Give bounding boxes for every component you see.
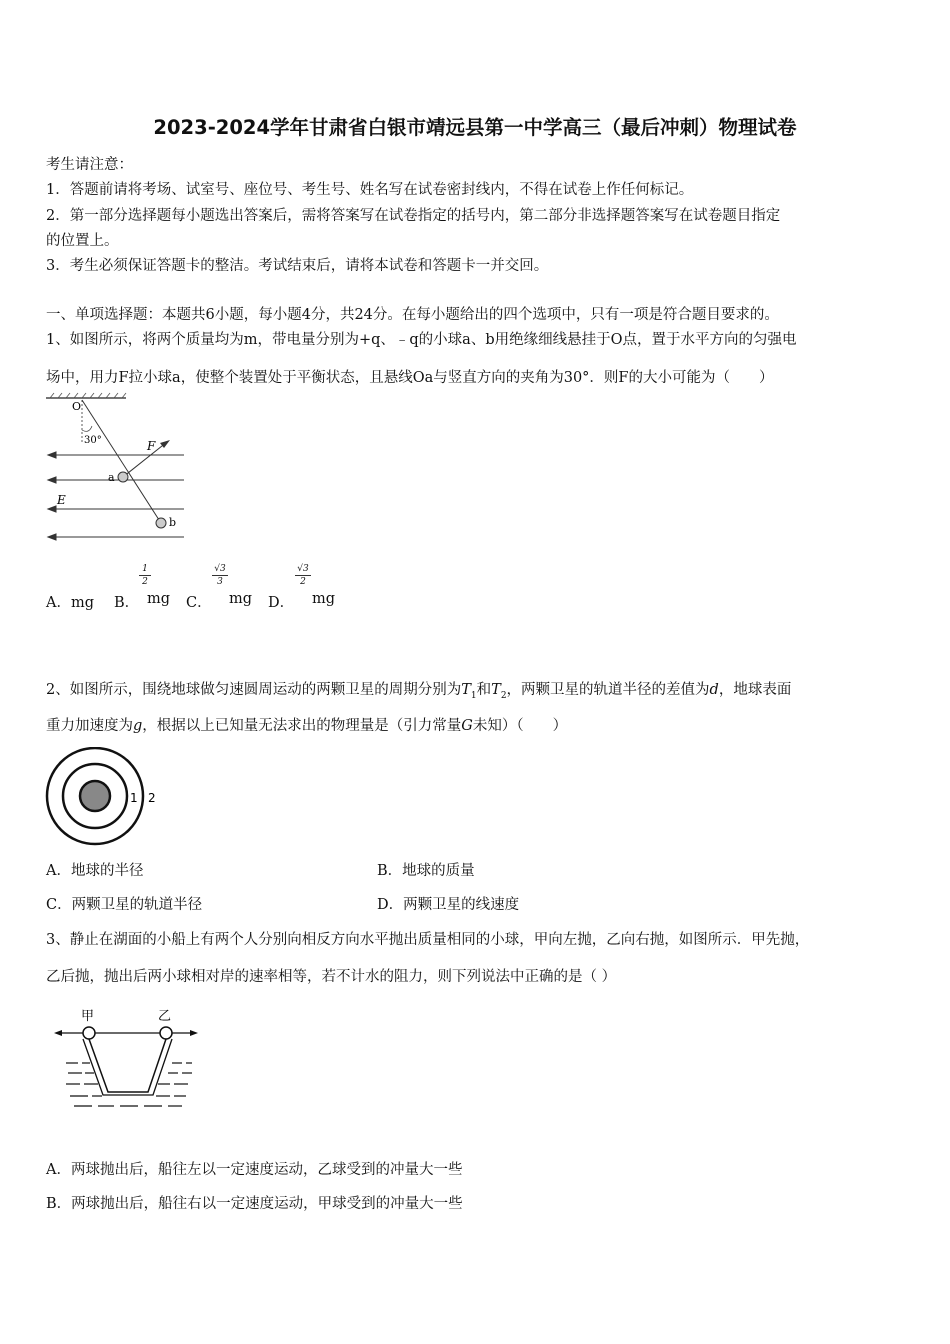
notice-heading: 考生请注意： — [46, 157, 133, 173]
q2-option-b[interactable]: B．地球的质量 — [377, 863, 475, 879]
q1-figure — [44, 392, 189, 544]
q2-figure — [44, 747, 164, 847]
q1-option-c[interactable]: C． — [186, 595, 212, 611]
q2-option-a[interactable]: A．地球的半径 — [46, 863, 144, 879]
q1-option-d-fraction: √3 2 — [295, 564, 311, 587]
q3-text-line2: 乙后抛，抛出后两小球相对岸的速率相等，若不计水的阻力，则下列说法中正确的是（ ） — [46, 969, 617, 985]
notice-item-1: 1．答题前请将考场、试室号、座位号、考生号、姓名写在试卷密封线内，不得在试卷上作任何标记。 — [46, 182, 694, 198]
q1-fig-label-o: O — [72, 400, 82, 413]
q2-option-c[interactable]: C．两颗卫星的轨道半径 — [46, 897, 203, 913]
q1-option-d[interactable]: D． — [268, 595, 295, 611]
q1-option-d-unit: mg — [312, 591, 336, 607]
q3-option-b[interactable]: B．两球抛出后，船往右以一定速度运动，甲球受到的冲量大一些 — [46, 1196, 463, 1212]
q1-option-b-unit: mg — [147, 591, 171, 607]
q1-option-b[interactable]: B． — [114, 595, 140, 611]
notice-item-2-cont: 的位置上。 — [46, 233, 119, 249]
q2-text-line2: 重力加速度为g，根据以上已知量无法求出的物理量是（引力常量G未知）（ ） — [46, 718, 568, 734]
q1-fig-label-f: F — [147, 439, 156, 453]
q1-option-c-unit: mg — [229, 591, 253, 607]
q1-option-b-fraction: 1 2 — [139, 564, 151, 587]
q3-figure — [52, 1000, 202, 1115]
q1-fig-label-a: a — [108, 471, 115, 484]
notice-item-3: 3．考生必须保证答题卡的整洁。考试结束后，请将本试卷和答题卡一并交回。 — [46, 258, 549, 274]
q1-option-c-fraction: √3 3 — [212, 564, 228, 587]
notice-item-2: 2．第一部分选择题每小题选出答案后，需将答案写在试卷指定的括号内，第二部分非选择题答案写在试卷题目指定 — [46, 208, 781, 224]
q1-fig-label-angle: 30° — [84, 435, 102, 446]
q1-fig-label-e: E — [57, 493, 66, 507]
q2-option-d[interactable]: D．两颗卫星的线速度 — [377, 897, 520, 913]
page-title: 2023-2024学年甘肃省白银市靖远县第一中学高三（最后冲刺）物理试卷 — [153, 116, 797, 139]
q2-text-line1: 2、如图所示，围绕地球做匀速圆周运动的两颗卫星的周期分别为$T_1$和$T_2$，两颗卫星的轨道半径的差值为d，地球表面 — [46, 682, 792, 701]
section-heading: 一、单项选择题：本题共6小题，每小题4分，共24分。在每小题给出的四个选项中，只有一项是符合题目要求的。 — [46, 307, 779, 323]
q3-fig-label-yi: 乙 — [158, 1009, 172, 1024]
q1-fig-label-b: b — [169, 516, 177, 529]
q2-fig-label-1: 1 — [130, 791, 138, 805]
q1-text-line2: 场中，用力F拉小球a，使整个装置处于平衡状态，且悬线Oa与竖直方向的夹角为30°．则F的大小可能为（ ） — [46, 370, 774, 386]
q2-fig-label-2: 2 — [148, 791, 156, 805]
q1-text-line1: 1、如图所示，将两个质量均为m，带电量分别为+q、﹣q的小球a、b用绝缘细线悬挂于O点，置于水平方向的匀强电 — [46, 332, 797, 348]
q3-fig-label-jia: 甲 — [81, 1009, 95, 1024]
q3-text-line1: 3、静止在湖面的小船上有两个人分别向相反方向水平抛出质量相同的小球，甲向左抛，乙向右抛，如图所示．甲先抛， — [46, 932, 810, 948]
q3-option-a[interactable]: A．两球抛出后，船往左以一定速度运动，乙球受到的冲量大一些 — [46, 1162, 463, 1178]
q1-option-a[interactable]: A．mg — [46, 595, 95, 611]
